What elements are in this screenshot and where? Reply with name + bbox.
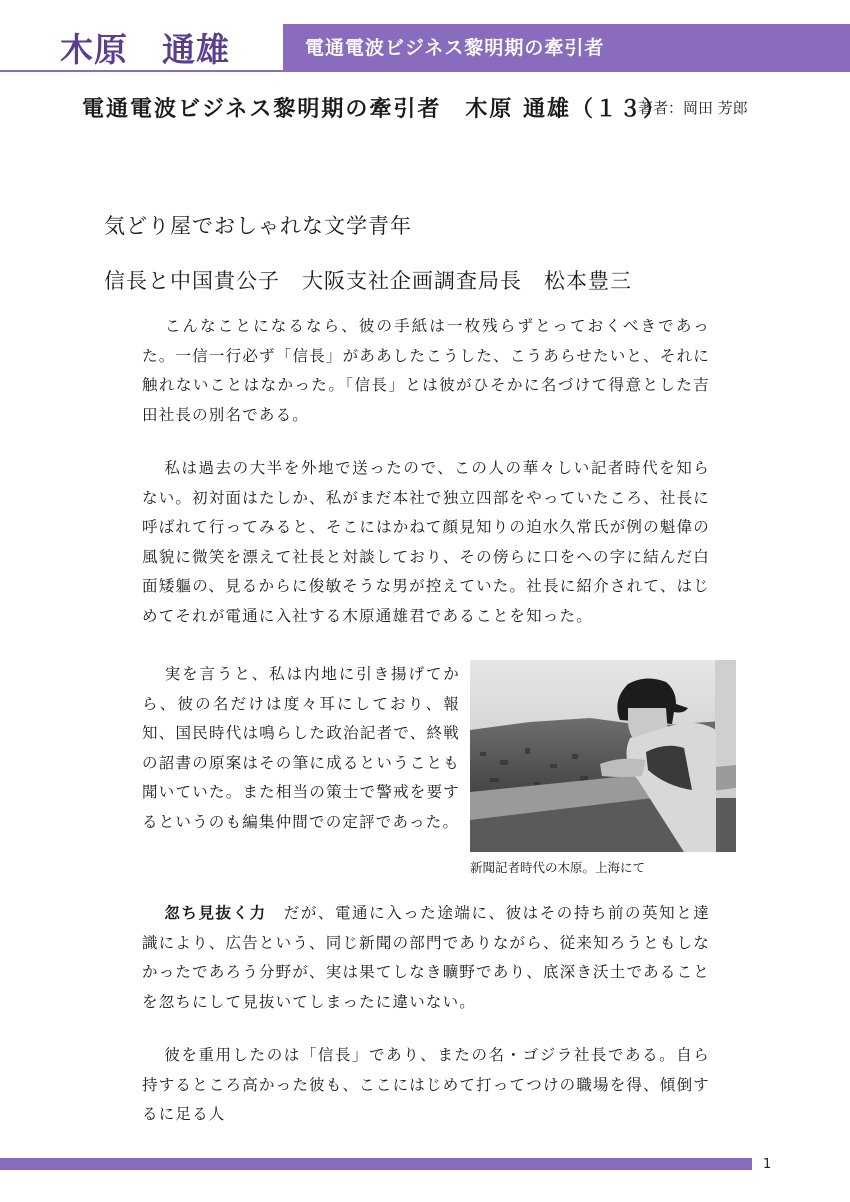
paragraph-3-text: 実を言うと、私は内地に引き揚げてから、彼の名だけは度々耳にしており、報知、国民時代は鳴らした政治記者で、終戦の詔書の原案はその筆に成るということも聞いていた。また相当の策士で警戒を要するというのも編集仲間での定評であった。 (142, 665, 460, 831)
paragraph-5 (142, 1041, 710, 1130)
paragraph-3 (142, 660, 460, 837)
portrait-photo-image (470, 660, 736, 852)
footer-bar (0, 1158, 752, 1170)
header-band (283, 24, 850, 70)
paragraph-2 (142, 454, 710, 631)
header-rule (0, 70, 850, 72)
paragraph-5-text: 彼を重用したのは「信長」であり、またの名・ゴジラ社長である。自ら持するところ高かった彼も、ここにはじめて打ってつけの職場を得、傾倒するに足る人 (142, 1046, 710, 1123)
paragraph-4 (142, 898, 710, 1017)
header-name: 木原 通雄 (60, 30, 230, 69)
page-header (0, 0, 850, 72)
photo-caption: 新聞記者時代の木原。上海にて (470, 860, 646, 875)
article-title: 電通電波ビジネス黎明期の牽引者 木原 通雄（１３） (82, 96, 668, 122)
header-band-title: 電通電波ビジネス黎明期の牽引者 (305, 37, 605, 59)
section-heading: 気どり屋でおしゃれな文学青年 (104, 214, 412, 238)
sub-heading: 信長と中国貴公子 大阪支社企画調査局長 松本豊三 (104, 269, 632, 293)
paragraph-4-text: だが、電通に入った途端に、彼はその持ち前の英知と達識により、広告という、同じ新聞の部門でありながら、従来知ろうともしなかったであろう分野が、実は果てしなき曠野であり、底深き沃土であることを忽ちにして見抜いてしまったに違いない。 (142, 904, 711, 1011)
page-number: 1 (763, 1157, 772, 1172)
article-author: 著者：岡田 芳郎 (638, 99, 748, 117)
paragraph-1-text: こんなことになるなら、彼の手紙は一枚残らずとっておくべきであった。一信一行必ず「信長」がああしたこうした、こうあらせたいと、それに触れないことはなかった。「信長」とは彼がひそかに名づけて得意とした吉田社長の別名である。 (142, 317, 710, 424)
paragraph-4-lead: 忽ち見抜く力 (164, 903, 267, 922)
paragraph-1 (142, 312, 710, 430)
portrait-photo (470, 660, 736, 852)
paragraph-2-text: 私は過去の大半を外地で送ったので、この人の華々しい記者時代を知らない。初対面はたしか、私がまだ本社で独立四部をやっていたころ、社長に呼ばれて行ってみると、そこにはかねて顔見知りの迫水久常氏が例の魁偉の風貌に微笑を漂えて社長と対談しており、その傍らに口をへの字に結んだ白面矮軀の、見るからに俊敏そうな男が控えていた。社長に紹介されて、はじめてそれが電通に入社する木原通雄君であることを知った。 (142, 459, 710, 625)
